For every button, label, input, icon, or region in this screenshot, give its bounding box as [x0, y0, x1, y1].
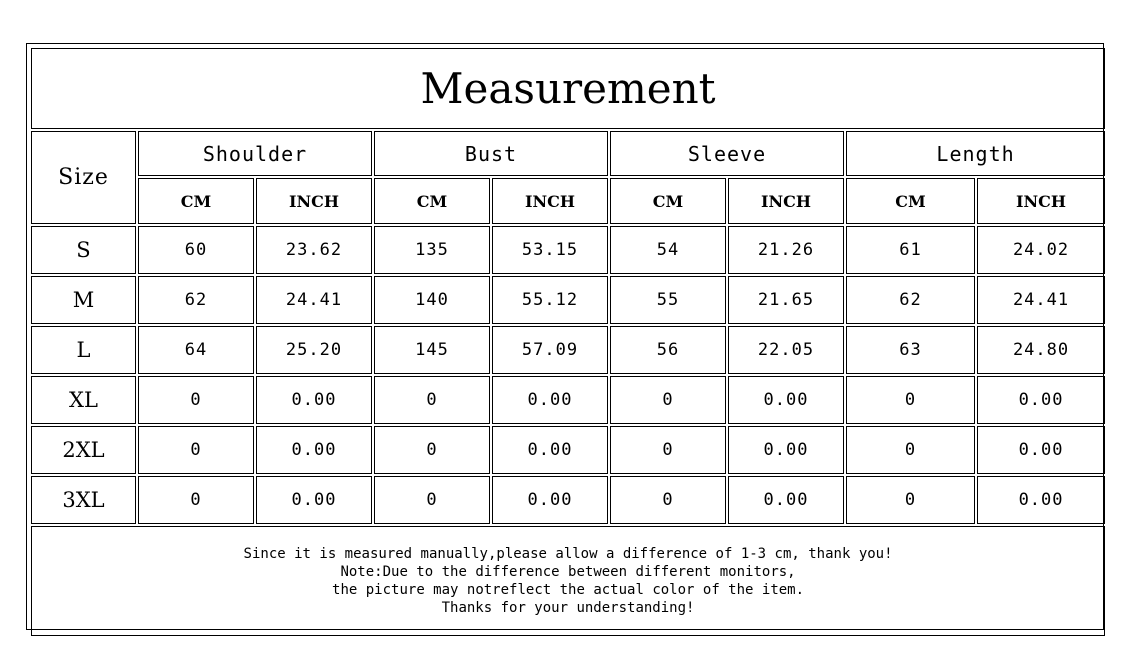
header-bust: Bust — [374, 131, 608, 176]
table-row — [31, 226, 1105, 274]
table-cell: 21.26 — [728, 226, 844, 274]
table-cell: 25.20 — [256, 326, 372, 374]
table-cell: 0 — [138, 376, 254, 424]
table-cell: 64 — [138, 326, 254, 374]
unit-inch: INCH — [728, 178, 844, 224]
table-cell: 0.00 — [492, 426, 608, 474]
table-cell: 61 — [846, 226, 975, 274]
unit-inch: INCH — [256, 178, 372, 224]
table-cell: 62 — [138, 276, 254, 324]
table-cell: 0 — [846, 476, 975, 524]
note-line: Note:Due to the difference between different monitors, — [340, 564, 796, 580]
row-size: M — [31, 276, 136, 324]
table-cell: 22.05 — [728, 326, 844, 374]
table-cell: 0.00 — [256, 376, 372, 424]
unit-inch: INCH — [977, 178, 1105, 224]
table-cell: 0 — [138, 476, 254, 524]
table-cell: 0.00 — [977, 426, 1105, 474]
size-table — [29, 46, 1107, 638]
table-row — [31, 276, 1105, 324]
table-cell: 55.12 — [492, 276, 608, 324]
table-cell: 145 — [374, 326, 490, 374]
table-cell: 57.09 — [492, 326, 608, 374]
unit-cm: CM — [846, 178, 975, 224]
table-cell: 0 — [610, 426, 726, 474]
table-cell: 0.00 — [977, 376, 1105, 424]
unit-cm: CM — [610, 178, 726, 224]
table-cell: 0.00 — [492, 376, 608, 424]
table-cell: 0.00 — [728, 426, 844, 474]
table-cell: 0 — [138, 426, 254, 474]
table-cell: 24.02 — [977, 226, 1105, 274]
size-header: Size — [31, 131, 136, 224]
table-cell: 0.00 — [256, 476, 372, 524]
row-size: 3XL — [31, 476, 136, 524]
note-line: Since it is measured manually,please allow a difference of 1-3 cm, thank you! — [243, 546, 893, 562]
table-cell: 21.65 — [728, 276, 844, 324]
row-size: S — [31, 226, 136, 274]
table-cell: 0.00 — [728, 376, 844, 424]
table-title: Measurement — [31, 48, 1105, 129]
table-row — [31, 426, 1105, 474]
table-cell: 135 — [374, 226, 490, 274]
table-cell: 0 — [374, 376, 490, 424]
table-cell: 0 — [374, 476, 490, 524]
measurement-chart — [26, 43, 1104, 630]
table-row — [31, 376, 1105, 424]
unit-cm: CM — [138, 178, 254, 224]
table-cell: 0.00 — [977, 476, 1105, 524]
unit-cm: CM — [374, 178, 490, 224]
note-line: the picture may notreflect the actual color of the item. — [332, 582, 805, 598]
row-size: XL — [31, 376, 136, 424]
unit-inch: INCH — [492, 178, 608, 224]
header-shoulder: Shoulder — [138, 131, 372, 176]
row-size: L — [31, 326, 136, 374]
table-cell: 53.15 — [492, 226, 608, 274]
table-cell: 140 — [374, 276, 490, 324]
table-cell: 63 — [846, 326, 975, 374]
table-cell: 55 — [610, 276, 726, 324]
header-length: Length — [846, 131, 1105, 176]
table-row — [31, 476, 1105, 524]
notes-box — [31, 526, 1105, 636]
header-sleeve: Sleeve — [610, 131, 844, 176]
table-cell: 0 — [610, 476, 726, 524]
table-cell: 24.41 — [256, 276, 372, 324]
table-cell: 0 — [610, 376, 726, 424]
table-cell: 56 — [610, 326, 726, 374]
table-cell: 24.41 — [977, 276, 1105, 324]
table-cell: 0 — [374, 426, 490, 474]
table-cell: 0.00 — [492, 476, 608, 524]
table-cell: 54 — [610, 226, 726, 274]
row-size: 2XL — [31, 426, 136, 474]
table-cell: 24.80 — [977, 326, 1105, 374]
table-cell: 23.62 — [256, 226, 372, 274]
note-line: Thanks for your understanding! — [441, 600, 695, 616]
table-cell: 0.00 — [256, 426, 372, 474]
table-cell: 0.00 — [728, 476, 844, 524]
table-cell: 60 — [138, 226, 254, 274]
table-row — [31, 326, 1105, 374]
table-cell: 0 — [846, 376, 975, 424]
table-cell: 62 — [846, 276, 975, 324]
table-cell: 0 — [846, 426, 975, 474]
